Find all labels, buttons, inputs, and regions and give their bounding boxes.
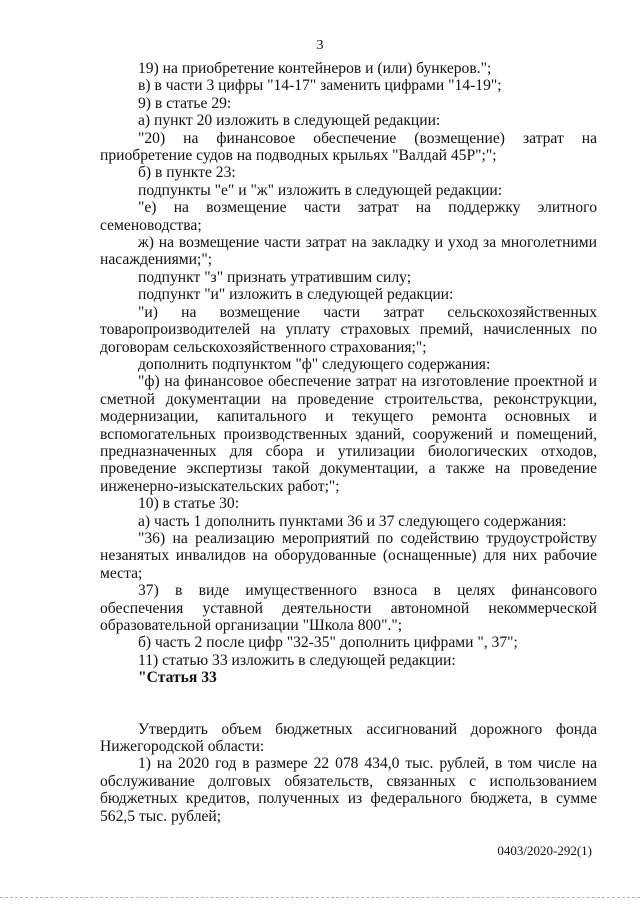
paragraph-6: б) в пункте 23: bbox=[138, 164, 236, 182]
paragraph-20: 11) статью 33 изложить в следующей редакции: bbox=[138, 651, 456, 669]
paragraph-19: б) часть 2 после цифр "32-35" дополнить цифрами ", 37"; bbox=[138, 634, 518, 652]
paragraph-21: Утвердить объем бюджетных ассигнований дорожного фонда Нижегородской области: bbox=[100, 720, 597, 756]
page-number: 3 bbox=[316, 38, 324, 53]
article-heading: "Статья 33 bbox=[138, 669, 217, 687]
paragraph-3: 9) в статье 29: bbox=[138, 94, 232, 112]
paragraph-17: "36) на реализацию мероприятий по содействию трудоустройству незанятых инвалидов на оборудованные (оснащенные) для них рабочие места; bbox=[100, 529, 597, 582]
paragraph-15: 10) в статье 30: bbox=[138, 495, 240, 513]
paragraph-1: 19) на приобретение контейнеров и (или) бункеров."; bbox=[138, 60, 492, 77]
paragraph-8: "е) на возмещение части затрат на поддержку элитного семеноводства; bbox=[100, 199, 597, 234]
document-body bbox=[100, 60, 597, 825]
paragraph-12: "и) на возмещение части затрат сельскохозяйственных товаропроизводителей на уплату страховых премий, начисленных по договорам сельскохозяйственного страхования;"; bbox=[100, 303, 597, 356]
paragraph-11: подпункт "и" изложить в следующей редакции: bbox=[138, 286, 454, 304]
paragraph-22: 1) на 2020 год в размере 22 078 434,0 тыс. рублей, в том числе на обслуживание долговых обязательств, связанных с использованием бюджетных кредитов, полученных из федерального бюджета, в сумме 562,5 тыс. рублей; bbox=[100, 755, 597, 825]
paragraph-16: а) часть 1 дополнить пунктами 36 и 37 следующего содержания: bbox=[138, 512, 567, 530]
paragraph-5: "20) на финансовое обеспечение (возмещение) затрат на приобретение судов на подводных крыльях "Валдай 45Р";"; bbox=[100, 129, 597, 165]
paragraph-9: ж) на возмещение части затрат на закладку и уход за многолетними насаждениями;"; bbox=[100, 234, 597, 269]
scan-edge-divider bbox=[0, 897, 640, 899]
paragraph-2: в) в части 3 цифры "14-17" заменить цифрами "14-19"; bbox=[138, 77, 502, 95]
paragraph-7: подпункты "е" и "ж" изложить в следующей редакции: bbox=[138, 181, 503, 199]
paragraph-14: "ф) на финансовое обеспечение затрат на изготовление проектной и сметной документации на проведение строительства, реконструкции, модернизации, капитального и текущего ремонта основных и вспомогательных производственных зданий, сооружений и помещений, предназначенных для сбора и утилизации биологических отходов, проведение экспертизы такой документации, а также на проведение инженерно-изыскательских работ;"; bbox=[100, 373, 597, 495]
document-code: 0403/2020-292(1) bbox=[497, 843, 592, 858]
spacer bbox=[100, 687, 597, 721]
paragraph-18: 37) в виде имущественного взноса в целях финансового обеспечения уставной деятельности автономной некоммерческой образовательной организации "Школа 800"."; bbox=[100, 582, 597, 634]
paragraph-10: подпункт "з" признать утратившим силу; bbox=[138, 268, 412, 286]
paragraph-4: а) пункт 20 изложить в следующей редакции: bbox=[138, 112, 441, 130]
paragraph-13: дополнить подпунктом "ф" следующего содержания: bbox=[138, 355, 491, 373]
